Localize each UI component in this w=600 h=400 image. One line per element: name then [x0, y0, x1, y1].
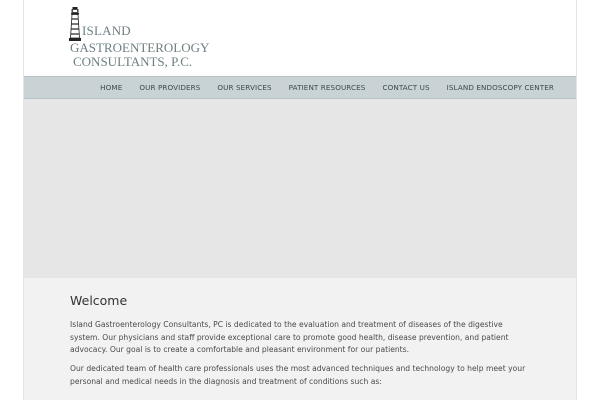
- nav-item-contact-us[interactable]: CONTACT US: [382, 83, 430, 92]
- main-content: [24, 278, 576, 400]
- nav-item-patient-resources[interactable]: PATIENT RESOURCES: [288, 83, 366, 92]
- logo-text-gastroenterology: GASTROENTEROLOGY: [70, 40, 210, 55]
- lighthouse-icon: [68, 7, 82, 41]
- site-logo[interactable]: [68, 7, 210, 69]
- nav-item-island-endoscopy-center[interactable]: ISLAND ENDOSCOPY CENTER: [446, 83, 554, 92]
- page-title: Welcome: [70, 293, 128, 308]
- logo-text-consultants: CONSULTANTS, P.C.: [73, 54, 193, 69]
- nav-menu: [83, 77, 554, 98]
- nav-item-home[interactable]: HOME: [100, 83, 123, 92]
- team-paragraph: Our dedicated team of health care professionals uses the most advanced techniques and technology to help meet your personal and medical needs in the diagnosis and treatment of conditions such as:: [70, 364, 526, 386]
- main-navigation: [24, 76, 576, 99]
- logo-text-island: ISLAND: [82, 23, 131, 38]
- hero-banner: [24, 99, 576, 278]
- nav-item-our-providers[interactable]: OUR PROVIDERS: [139, 83, 201, 92]
- page-container: [23, 0, 577, 400]
- site-header: [24, 0, 576, 76]
- intro-paragraph: Island Gastroenterology Consultants, PC is dedicated to the evaluation and treatment of diseases of the digestive system. Our physicians and staff provide exceptional care to promote good health, disease prevention, and patient advocacy. Our goal is to create a comfortable and pleasant environment for our patients.: [70, 320, 509, 354]
- nav-item-our-services[interactable]: OUR SERVICES: [217, 83, 272, 92]
